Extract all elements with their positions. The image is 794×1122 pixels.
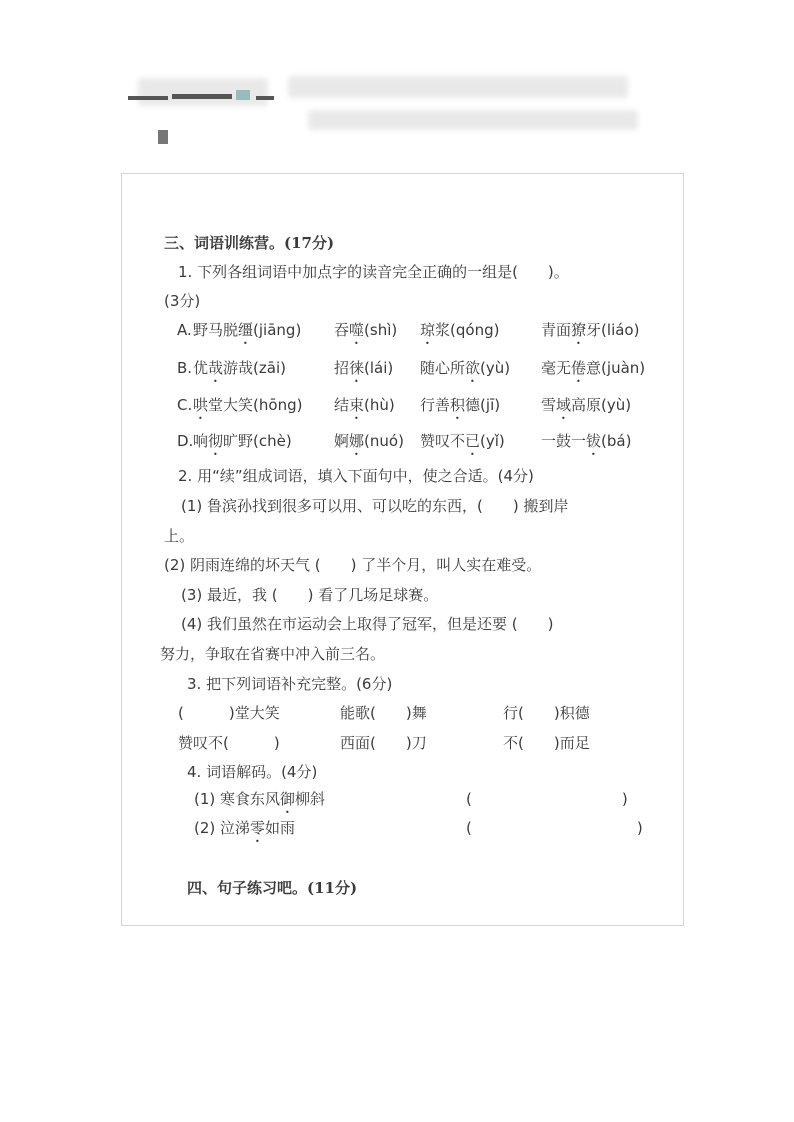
q2-sentence-1a: (1) 鲁滨孙找到很多可以用、可以吃的东西，( ) 搬到岸 (181, 497, 569, 515)
q1-option-word: 一鼓一钹(bá) (541, 432, 632, 450)
q2-sentence-4b: 努力，争取在省赛中冲入前三名。 (160, 645, 386, 663)
section4-title: 四、句子练习吧。(11分) (187, 879, 358, 897)
section3-title: 三、词语训练营。(17分) (164, 234, 335, 252)
q2-sentence-3: (3) 最近，我 ( ) 看了几场足球赛。 (181, 586, 439, 604)
q1-option-word: 雪域高原(yù) (541, 396, 632, 414)
q1-option-word: 招徕(lái) (334, 359, 394, 377)
q2-sentence-4a: (4) 我们虽然在市运动会上取得了冠军，但是还要 ( ) (181, 615, 554, 633)
q4-item-2: (2) 泣涕零如雨 (194, 819, 296, 837)
q3-item: 西面( )刀 (340, 734, 427, 752)
q1-option-word: 婀娜(nuó) (334, 432, 404, 450)
q1-option-word: 结束(hù) (334, 396, 395, 414)
q4-stem: 4. 词语解码。(4分) (187, 763, 318, 781)
scan-smudge (128, 70, 648, 150)
q1-option-word: 行善积德(jī) (420, 396, 501, 414)
q2-sentence-2: (2) 阴雨连绵的坏天气 ( ) 了半个月，叫人实在难受。 (164, 556, 542, 574)
q1-option-word: 青面獠牙(liáo) (541, 321, 640, 339)
q3-stem: 3. 把下列词语补充完整。(6分) (187, 675, 393, 693)
q4-answer-blank-1: ( ) (466, 790, 628, 808)
q1-option-word: 随心所欲(yù) (420, 359, 511, 377)
q1-option-word: 优哉游哉(zāi) (193, 359, 286, 377)
q1-option-word: 哄堂大笑(hōng) (193, 396, 303, 414)
q1-option-label: B. (177, 359, 193, 377)
q3-item: 行( )积德 (503, 704, 590, 722)
q1-option-label: A. (177, 321, 192, 339)
q1-option-label: D. (177, 432, 194, 450)
q3-item: 不( )而足 (503, 734, 590, 752)
q1-option-word: 吞噬(shì) (334, 321, 398, 339)
q1-option-word: 赞叹不已(yǐ) (420, 432, 505, 450)
q1-option-word: 琼浆(qóng) (420, 321, 500, 339)
q4-answer-blank-2: ( ) (466, 819, 643, 837)
q3-item: ( )堂大笑 (178, 704, 280, 722)
q3-item: 赞叹不( ) (178, 734, 280, 752)
q3-item: 能歌( )舞 (340, 704, 427, 722)
q1-option-word: 毫无倦意(juàn) (541, 359, 646, 377)
q2-stem: 2. 用“续”组成词语，填入下面句中，使之合适。(4分) (178, 467, 534, 485)
q1-score: (3分) (164, 292, 201, 310)
q1-option-word: 响彻旷野(chè) (193, 432, 292, 450)
q1-stem: 1. 下列各组词语中加点字的读音完全正确的一组是( )。 (178, 263, 569, 281)
q1-option-label: C. (177, 396, 193, 414)
q2-sentence-1b: 上。 (164, 527, 195, 545)
q4-item-1: (1) 寒食东风御柳斜 (194, 790, 326, 808)
q1-option-word: 野马脱缰(jiāng) (193, 321, 302, 339)
